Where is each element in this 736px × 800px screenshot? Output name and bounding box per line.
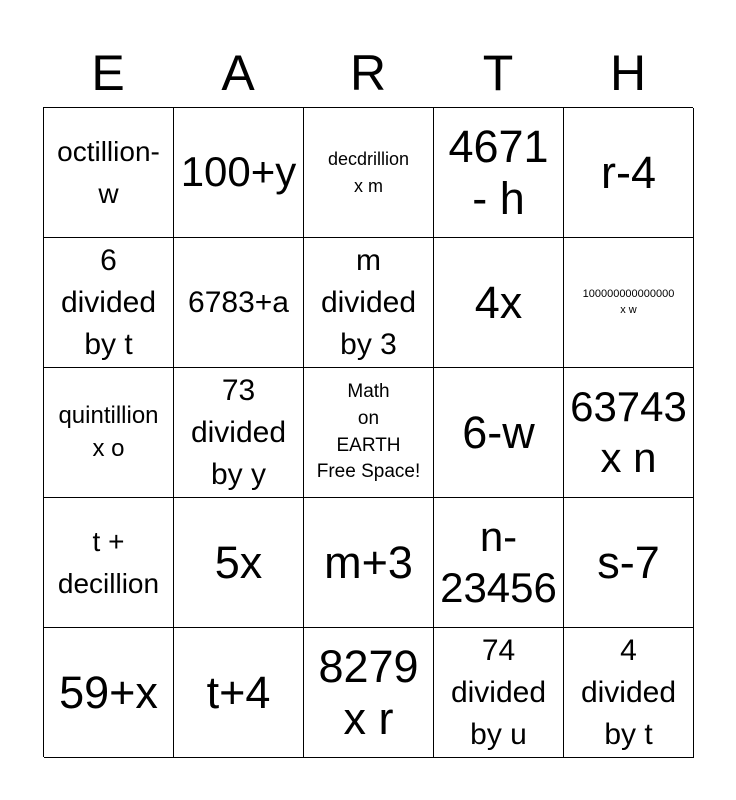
bingo-cell-r2-c4[interactable] [564, 368, 694, 498]
bingo-header [43, 40, 693, 106]
cell-text: m divided by 3 [320, 243, 417, 361]
cell-text: r-4 [601, 146, 656, 198]
bingo-cell-r3-c4[interactable] [564, 498, 694, 628]
bingo-cell-r1-c3[interactable] [434, 238, 564, 368]
header-letter-a: A [221, 45, 255, 101]
cell-text: 6783+a [188, 285, 289, 319]
cell-text: octillion- w [57, 135, 160, 209]
bingo-cell-r3-c3[interactable] [434, 498, 564, 628]
cell-text: 74 divided by u [450, 633, 547, 751]
header-letter-t: T [482, 45, 514, 101]
header-letter-h: H [609, 45, 647, 101]
header-letter-e: E [91, 45, 125, 101]
bingo-cell-r2-c0[interactable] [44, 368, 174, 498]
bingo-cell-r0-c1[interactable] [174, 108, 304, 238]
bingo-cell-r0-c0[interactable] [44, 108, 174, 238]
bingo-cell-r3-c0[interactable] [44, 498, 174, 628]
bingo-cell-r0-c4[interactable] [564, 108, 694, 238]
cell-text: 4 divided by t [580, 633, 677, 751]
cell-text: t + decillion [57, 525, 160, 599]
bingo-cell-r1-c0[interactable] [44, 238, 174, 368]
bingo-cell-r4-c2[interactable] [304, 628, 434, 758]
cell-text: 6 divided by t [60, 243, 157, 361]
cell-text: 6-w [462, 406, 535, 458]
cell-text: 73 divided by y [190, 373, 287, 491]
cell-text: t+4 [206, 666, 271, 718]
cell-text: 100000000000000 x w [582, 288, 675, 316]
cell-text: 100+y [180, 148, 297, 196]
bingo-cell-r1-c1[interactable] [174, 238, 304, 368]
cell-text: decdrillion x m [327, 149, 410, 196]
cell-text: 4x [474, 276, 523, 328]
bingo-cell-r2-c1[interactable] [174, 368, 304, 498]
cell-text: 8279 x r [318, 640, 419, 744]
bingo-cell-r0-c2[interactable] [304, 108, 434, 238]
bingo-cell-r1-c2[interactable] [304, 238, 434, 368]
bingo-cell-r3-c2[interactable] [304, 498, 434, 628]
cell-text: 59+x [59, 666, 158, 718]
bingo-cell-r3-c1[interactable] [174, 498, 304, 628]
bingo-cell-free-space[interactable] [304, 368, 434, 498]
header-letter-r: R [349, 45, 387, 101]
cell-text: 5x [214, 536, 263, 588]
cell-text: 63743 x n [570, 383, 687, 481]
bingo-cell-r0-c3[interactable] [434, 108, 564, 238]
cell-text: n- 23456 [440, 513, 557, 611]
bingo-cell-r4-c4[interactable] [564, 628, 694, 758]
cell-text: m+3 [324, 536, 413, 588]
cell-text: quintillion x o [58, 402, 159, 462]
bingo-cell-r4-c3[interactable] [434, 628, 564, 758]
cell-text: s-7 [597, 536, 660, 588]
bingo-grid [43, 107, 693, 757]
bingo-cell-r4-c1[interactable] [174, 628, 304, 758]
free-space-text: Math on EARTH Free Space! [316, 381, 421, 483]
bingo-cell-r2-c3[interactable] [434, 368, 564, 498]
bingo-cell-r1-c4[interactable] [564, 238, 694, 368]
cell-text: 4671 - h [448, 120, 549, 224]
bingo-cell-r4-c0[interactable] [44, 628, 174, 758]
